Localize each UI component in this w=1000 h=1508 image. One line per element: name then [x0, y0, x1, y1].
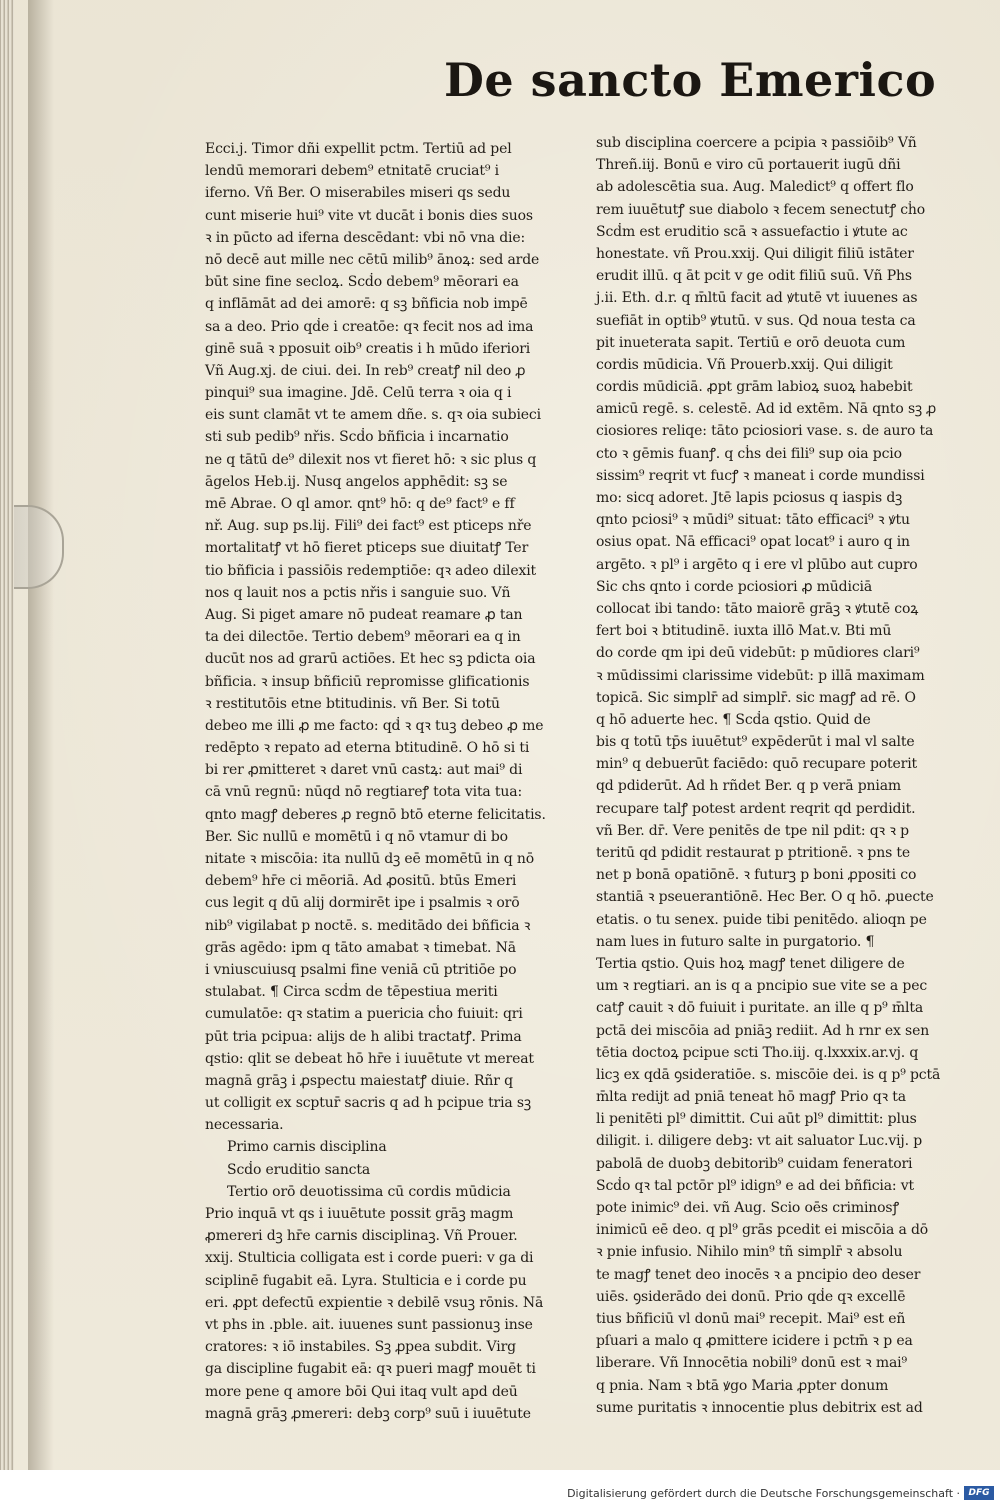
left-text-column [205, 138, 580, 1422]
text-line: sciplinē fugabit eā. Lyra. Stulticia e i corde pu [205, 1272, 527, 1289]
text-line: q inflāmāt ad dei amorē: q sꝫ bñficia nob impē [205, 296, 528, 313]
text-line: cā vnū regnū: nūqd nō regtiareꝭ tota vita tua: [205, 784, 523, 801]
text-line: stulabat. ¶ Circa scḋm de tēpestiua meriti [205, 984, 498, 1001]
text-line: suefiāt in optib⁹ ꝟtutū. v sus. Qd noua testa ca [596, 312, 916, 329]
text-line: ꝛ pnie infusio. Nihilo min⁹ tñ simplr̄ ꝛ absolu [596, 1244, 903, 1261]
text-line: collocat ibi tando: tāto maiorē grāꝫ ꝛ ꝟtutē coꝝ [596, 600, 919, 617]
text-line: i vniuscuiusq psalmi fine veniā cū ptritiōe po [205, 961, 517, 978]
text-line: redēpto ꝛ repato ad eterna btitudinē. O hō si ti [205, 740, 530, 757]
text-line: eis sunt clamāt vt te amem dñe. s. qꝛ oia subieci [205, 407, 541, 424]
text-line: fert boi ꝛ btitudinē. iuxta illō Mat.v. Bti mū [596, 623, 892, 640]
text-line: iferno. Vñ Ber. O miserabiles miseri qs sedu [205, 185, 511, 202]
text-line: nos q lauit nos a pctis nřis i sanguie suo. Vñ [205, 584, 511, 601]
text-line: ꝛ restitutōis etne btitudinis. vñ Ber. Si totū [205, 695, 500, 712]
running-head: De sancto Emerico [444, 53, 937, 107]
text-line: nř. Aug. sup ps.lij. Fili⁹ dei fact⁹ est pticeps nře [205, 518, 532, 535]
text-line: nam lues in futuro salte in purgatorio. ¶ [596, 933, 875, 950]
text-line: pote inimic⁹ dei. vñ Aug. Scio oēs criminosꝭ [596, 1200, 899, 1216]
text-line: magnā grāꝫ ꝓmereri: debꝫ corp⁹ suū i iuuētute [205, 1405, 531, 1422]
text-line: catꝭ cauit ꝛ dō fuiuit i puritate. an ille q p⁹ m̄lta [596, 1000, 924, 1017]
text-line: m̄lta redijt ad pniā teneat hō magꝭ Prio qꝛ ta [596, 1089, 906, 1106]
text-line: sub disciplina coercere a pcipia ꝛ passiōib⁹ Vñ [596, 135, 917, 151]
text-line: erudit illū. q āt pcit v ge odit filiū suū. Vñ Phs [596, 268, 912, 285]
text-line: sa a deo. Prio qḋe i creatōe: qꝛ fecit nos ad ima [205, 318, 534, 335]
text-line: Tertio orō deuotissima cū cordis mūdicia [227, 1183, 511, 1200]
text-line: Primo carnis disciplina [227, 1139, 387, 1156]
text-line: tius bñficiū vl donū mai⁹ recepit. Mai⁹ est eñ [596, 1310, 906, 1327]
text-line: xxij. Stulticia colligata est i corde pueri: v ga di [205, 1250, 534, 1267]
text-line: q pnia. Nam ꝛ btā ꝟgo Maria ꝓpter donum [596, 1377, 889, 1394]
dfg-logo-icon: DFG [964, 1486, 994, 1500]
text-line: Scḋo eruditio sancta [227, 1161, 371, 1178]
text-line: do corde qm ipi deū videbūt: p mūdiores clari⁹ [596, 645, 920, 662]
text-line: q hō aduerte hec. ¶ Scḋa qstio. Quid de [596, 711, 871, 728]
text-line: ꝓmereri dꝫ hr̄e carnis disciplinaꝫ. Vñ Prouer. [205, 1228, 518, 1245]
text-line: debeo me illi ꝓ me facto: qḋ ꝛ qꝛ tuꝫ debeo ꝓ me [205, 717, 544, 734]
text-line: cto ꝛ gēmis fuanꝭ. q cḣs dei fili⁹ sup oia pcio [596, 445, 902, 462]
text-line: ta dei dilectōe. Tertio debem⁹ mēorari ea q in [205, 629, 521, 646]
text-line: Ecci.j. Timor dñi expellit pctm. Tertiū ad pel [205, 141, 512, 157]
text-line: j.ii. Eth. d.r. q m̄ltū facit ad ꝟtutē vt iuuenes as [596, 290, 918, 307]
text-line: magnā grāꝫ i ꝓspectu maiestatꝭ diuie. Rñr q [205, 1072, 513, 1089]
text-line: pabolā de duobꝫ debitorib⁹ cuidam feneratori [596, 1155, 913, 1172]
text-line: licꝫ ex qdā ꝯsideratiōe. s. miscōie dei. is q p⁹ pctā [596, 1066, 941, 1083]
text-line: argēto. ꝛ pl⁹ i argēto q i ere vl plūbo aut cupro [596, 556, 918, 573]
text-line: tio bñficia i passiōis redemptiōe: qꝛ adeo dilexit [205, 562, 537, 579]
text-line: nitate ꝛ miscōia: ita nullū dꝫ eē momētū in q nō [205, 851, 535, 867]
text-line: nib⁹ vigilabat p noctē. s. meditādo dei bñficia ꝛ [205, 917, 531, 934]
text-line: cunt miserie hui⁹ vite vt ducāt i bonis dies suos [205, 207, 533, 224]
text-line: pit inueterata sapit. Tertiū e orō deuota cum [596, 334, 906, 351]
text-line: cordis mūdicia. Vñ Prouerb.xxij. Qui diligit [596, 356, 893, 373]
text-line: min⁹ q debuerūt faciēdo: quō recupare poterit [596, 756, 918, 773]
text-line: pctā dei miscōia ad pniāꝫ rediit. Ad h rnr ex sen [596, 1022, 930, 1039]
text-line: qstio: qlit se debeat hō hr̄e i iuuētute vt mereat [205, 1050, 534, 1067]
text-line: mortalitatꝭ vt hō fieret pticeps sue diuitatꝭ Ter [205, 540, 529, 557]
text-line: bis q totū tp̄s iuuētut⁹ expēderūt i mal vl salte [596, 734, 915, 751]
text-line: ab adolescētia sua. Aug. Maledict⁹ q offert flo [596, 179, 914, 196]
text-line: inimicū eē deo. q pl⁹ grās pcedit ei miscōia a dō [596, 1222, 929, 1239]
text-line: li penitēti pl⁹ dimittit. Cui aūt pl⁹ dimittit: plus [596, 1111, 917, 1128]
text-line: sissim⁹ reqrit vt fucꝭ ꝛ maneat i corde mundissi [596, 467, 925, 484]
text-line: etatis. o tu senex. puide tibi penitēdo. alioqn pe [596, 911, 927, 928]
text-line: teritū qd pdidit restaurat p ptritionē. ꝛ pns te [596, 845, 911, 861]
text-line: cumulatōe: qꝛ statim a puericia cḣo fuiuit: qri [205, 1006, 523, 1023]
text-line: cratores: ꝛ iō instabiles. Sꝫ ꝓpea subdit. Virg [205, 1339, 516, 1356]
text-line: mē Abrae. O ql amor. qnt⁹ hō: q de⁹ fact⁹ e ff [205, 496, 515, 512]
text-line: Sic chs qnto i corde pciosiori ꝓ mūdiciā [596, 578, 873, 595]
text-line: būt sine fine secloꝝ. Scḋo debem⁹ mēorari ea [205, 274, 519, 291]
text-line: pūt tria pcipua: alijs de h alibi tractatꝭ. Prima [205, 1028, 522, 1045]
text-line: honestate. vñ Prou.xxij. Qui diligit filiū istāter [596, 245, 914, 262]
text-line: debem⁹ hr̄e ci mēoriā. Ad ꝓositū. btūs Emeri [205, 873, 517, 890]
text-line: qnto pciosi⁹ ꝛ mūdi⁹ situat: tāto efficaci⁹ ꝛ ꝟtu [596, 512, 910, 529]
funding-credit: Digitalisierung gefördert durch die Deutsche Forschungsgemeinschaft · [567, 1487, 960, 1500]
text-line: necessaria. [205, 1117, 284, 1134]
text-line: mo: sicq adoret. Jtē lapis pciosus q iaspis dꝫ [596, 490, 903, 506]
text-line: te magꝭ tenet deo inocēs ꝛ a pncipio deo deser [596, 1266, 921, 1283]
text-line: cus legit q dū alij dormirēt ipe i psalmis ꝛ orō [205, 895, 520, 912]
text-line: liberare. Vñ Innocētia nobili⁹ donū est ꝛ mai⁹ [596, 1355, 907, 1372]
text-line: diligit. i. diligere debꝫ: vt ait saluator Luc.vij. p [596, 1133, 923, 1150]
text-line: net p bonā opatiōnē. ꝛ futurꝫ p boni ꝓpositi co [596, 867, 917, 884]
text-line: ginē suā ꝛ pposuit oib⁹ creatis i h mūdo iferiori [205, 340, 531, 357]
text-line: um ꝛ regtiari. an is q a pncipio sue vite se a pec [596, 978, 928, 995]
text-line: osius opat. Nā efficaci⁹ opat locat⁹ i auro q in [596, 534, 910, 551]
text-line: ga discipline fugabit eā: qꝛ pueri magꝭ mouēt ti [205, 1361, 536, 1378]
text-line: cordis mūdiciā. ꝓpt grām labioꝝ suoꝝ habebit [596, 379, 913, 396]
text-line: vt phs in .pble. ait. iuuenes sunt passionuꝫ inse [205, 1316, 533, 1333]
text-line: Ber. Sic nullū e momētū i q nō vtamur di bo [205, 828, 508, 845]
text-line: uiēs. ꝯsiderādo dei donū. Prio qḋe qꝛ excellē [596, 1288, 906, 1305]
text-line: ne q tātū de⁹ dilexit nos vt fieret hō: ꝛ sic plus q [205, 451, 537, 468]
text-line: ꝛ in pūcto ad iferna descēdant: vbi nō vna die: [205, 229, 526, 246]
text-line: pſuari a malo q ꝓmittere icidere i pctm̄ ꝛ p ea [596, 1333, 913, 1350]
text-line: stantiā ꝛ pseuerantiōnē. Hec Ber. O q hō. ꝓuecte [596, 889, 934, 906]
gutter-shadow [28, 0, 54, 1470]
text-line: vñ Ber. dr̄. Vere penitēs de tpe nil pdit: qꝛ ꝛ p [596, 822, 909, 839]
paper-clip-icon [14, 505, 64, 589]
text-line: ciosiores reliqe: tāto pciosiori vase. s. de auro ta [596, 423, 934, 440]
text-line: Aug. Si piget amare nō pudeat reamare ꝓ tan [205, 606, 523, 623]
text-line: amicū regē. s. celestē. Ad id extēm. Nā qnto sꝫ ꝓ [596, 401, 937, 418]
text-line: qnto magꝭ deberes ꝓ regnō btō eterne felicitatis. [205, 806, 546, 823]
text-line: recupare talꝭ potest ardent reqrit qd perdidit. [596, 800, 916, 817]
text-line: bñficia. ꝛ insup bñficiū repromisse glificationis [205, 673, 530, 690]
text-line: tētia doctoꝝ pcipue scti Tho.iij. q.lxxxix.ar.vj. q [596, 1044, 919, 1061]
text-line: ut colligit ex scptur̄ sacris q ad h pcipue tria sꝫ [205, 1095, 531, 1112]
text-line: ꝛ mūdissimi clarissime videbūt: p illā maximam [596, 667, 925, 684]
text-line: ducūt nos ad grarū actiōes. Et hec sꝫ pdicta oia [205, 651, 536, 668]
text-line: Scḋo qꝛ tal pctōr pl⁹ idign⁹ e ad dei bñficia: vt [596, 1177, 915, 1194]
text-line: bi rer ꝓmitteret ꝛ daret vnū castꝝ: aut mai⁹ di [205, 762, 523, 779]
text-line: Scḋm est eruditio scā ꝛ assuefactio i ꝟtute ac [596, 223, 908, 240]
text-line: Threñ.iij. Bonū e viro cū portauerit iugū dñi [596, 157, 901, 174]
text-line: more pene q amore bōi Qui itaq vult apd deū [205, 1383, 518, 1400]
text-line: eri. ꝓpt defectū expientie ꝛ debilē vsuꝫ rōnis. Nā [205, 1294, 544, 1311]
text-line: sti sub pedib⁹ nřis. Scḋo bñficia i incarnatio [205, 429, 509, 446]
text-line: Prio inquā vt qs i iuuētute possit grāꝫ magm [205, 1206, 514, 1222]
text-line: lendū memorari debem⁹ etnitatē cruciat⁹ i [205, 163, 499, 180]
text-line: āgelos Heb.ij. Nusq angelos apphēdit: sꝫ se [205, 473, 508, 490]
text-line: grās agēdo: ipm q tāto amabat ꝛ timebat. Nā [205, 939, 516, 956]
text-line: Tertia qstio. Quis hoꝝ magꝭ tenet diligere de [596, 955, 905, 972]
text-line: nō decē aut mille nec cētū milib⁹ ānoꝝ: sed arde [205, 251, 540, 268]
text-line: Vñ Aug.xj. de ciui. dei. In reb⁹ creatꝭ nil deo ꝓ [205, 362, 526, 379]
right-text-column [596, 132, 954, 1416]
book-page-edges [0, 0, 14, 1470]
text-line: sume puritatis ꝛ innocentie plus debitrix est ad [596, 1399, 923, 1416]
text-line: rem iuuētutꝭ sue diabolo ꝛ fecem senectutꝭ cḣo [596, 201, 926, 218]
text-line: topicā. Sic simplr̄ ad simplr̄. sic magꝭ ad rē. O [596, 689, 916, 706]
text-line: pinqui⁹ sua imagine. Jdē. Celū terra ꝛ oia q i [205, 385, 512, 402]
text-line: qd pdiderūt. Ad h rñdet Ber. q p verā pniam [596, 778, 902, 795]
